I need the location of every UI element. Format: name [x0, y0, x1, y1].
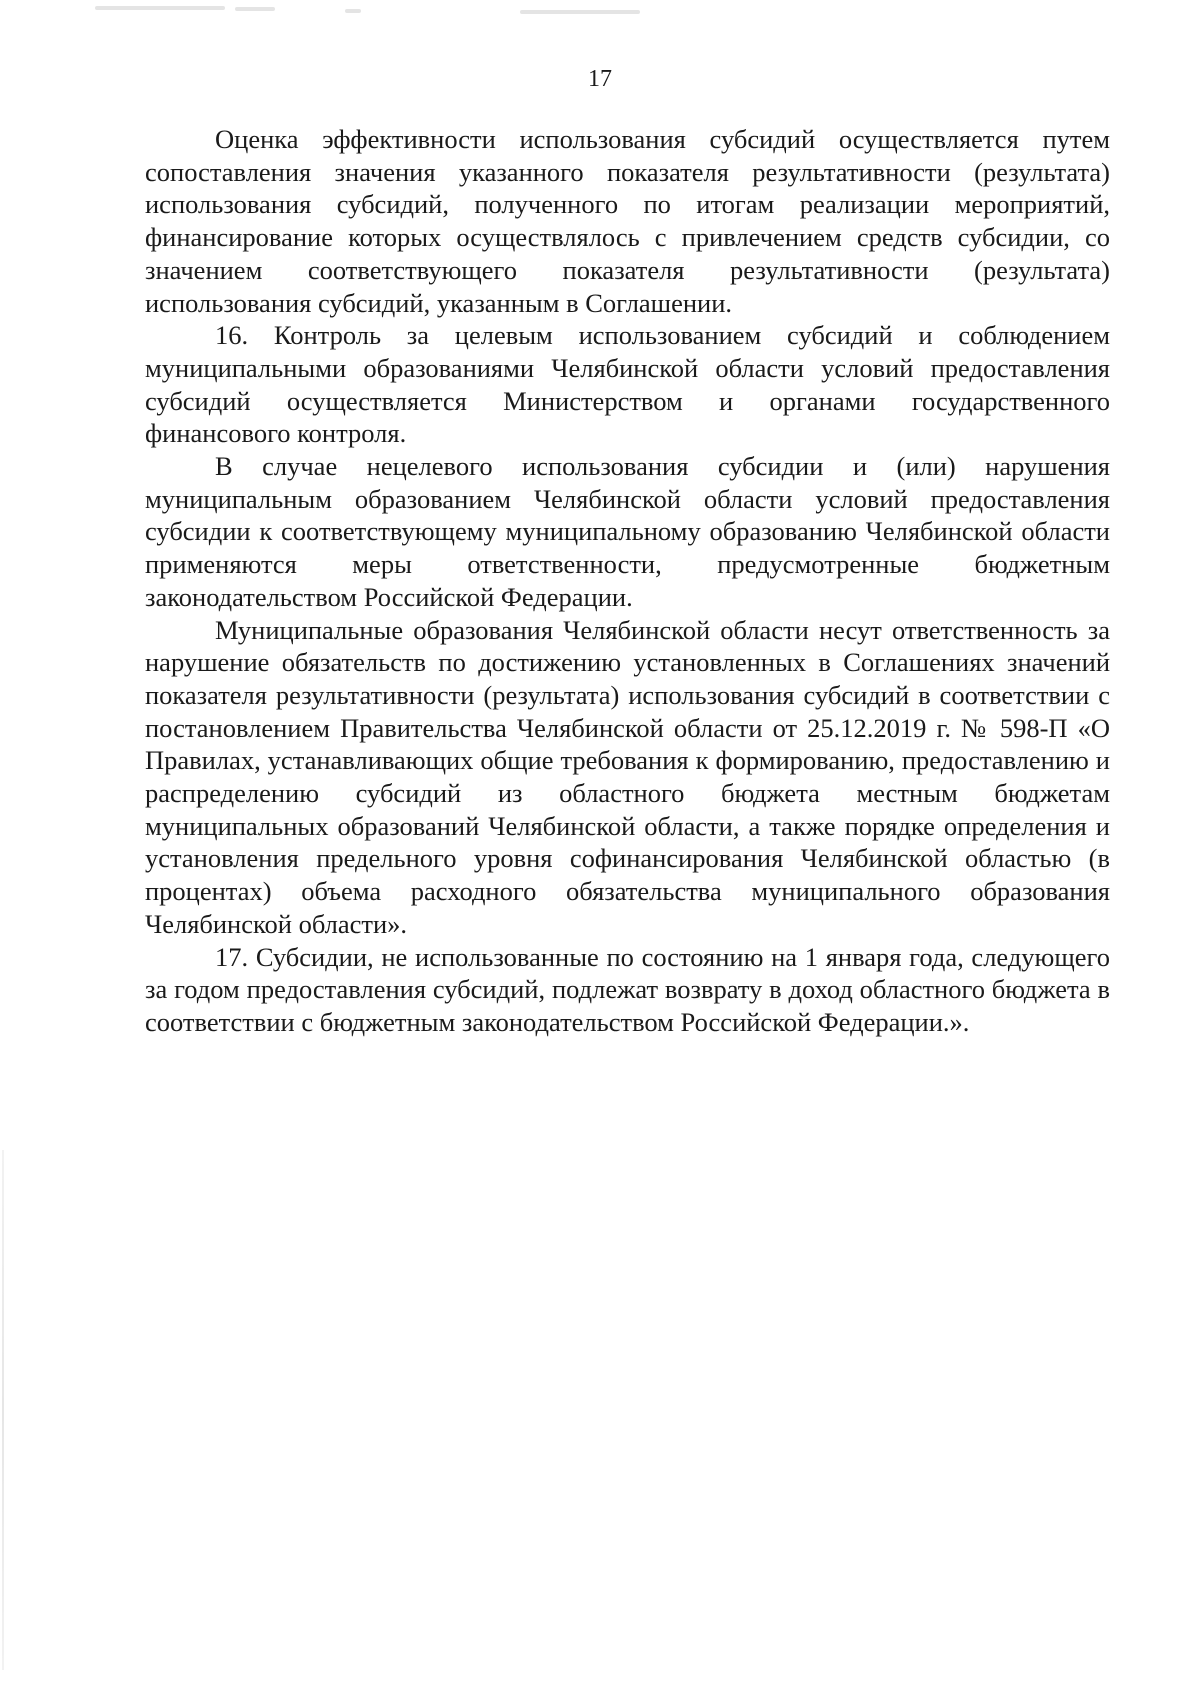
paragraph-17-unused-subsidies: 17. Субсидии, не использованные по состоянию на 1 января года, следующего за годом предоставления субсидий, подлежат возврату в доход областного бюджета в соответствии с бюджетным законодательством Российской Федерации.».: [145, 941, 1110, 1037]
scan-artifact: [345, 9, 361, 13]
scan-edge-artifact: [2, 1150, 4, 1670]
page-number: 17: [588, 66, 612, 92]
scan-artifact: [235, 7, 275, 11]
paragraph-misuse-measures: В случае нецелевого использования субсидии и (или) нарушения муниципальным образованием Челябинской области условий предоставления субсидии к соответствующему муниципальному образованию Челябинской области применяются меры ответственности, предусмотренные бюджетным законодательством Российской Федерации.: [145, 451, 1110, 612]
paragraph-municipal-responsibility: Муниципальные образования Челябинской области несут ответственность за нарушение обязательств по достижению установленных в Соглашениях значений показателя результативности (результата) использования субсидий в соответствии с постановлением Правительства Челябинской области от 25.12.2019 г. № 598-П «О Правилах, устанавливающих общие требования к формированию, предоставлению и распределению субсидий из областного бюджета местным бюджетам муниципальных образований Челябинской области, а также порядке определения и установления предельного уровня софинансирования Челябинской областью (в процентах) объема расходного обязательства муниципального образования Челябинской области».: [145, 614, 1110, 939]
paragraph-efficiency-assessment: Оценка эффективности использования субсидий осуществляется путем сопоставления значения указанного показателя результативности (результата) использования субсидий, полученного по итогам реализации мероприятий, финансирование которых осуществлялось с привлечением средств субсидии, со значением соответствующего показателя результативности (результата) использования субсидий, указанным в Соглашении.: [145, 124, 1110, 318]
paragraph-16-control: 16. Контроль за целевым использованием субсидий и соблюдением муниципальными образованиями Челябинской области условий предоставления субсидий осуществляется Министерством и органами государственного финансового контроля.: [145, 320, 1110, 449]
scan-artifact: [95, 6, 225, 10]
scan-artifact: [520, 10, 640, 14]
document-body: [145, 123, 1110, 1039]
